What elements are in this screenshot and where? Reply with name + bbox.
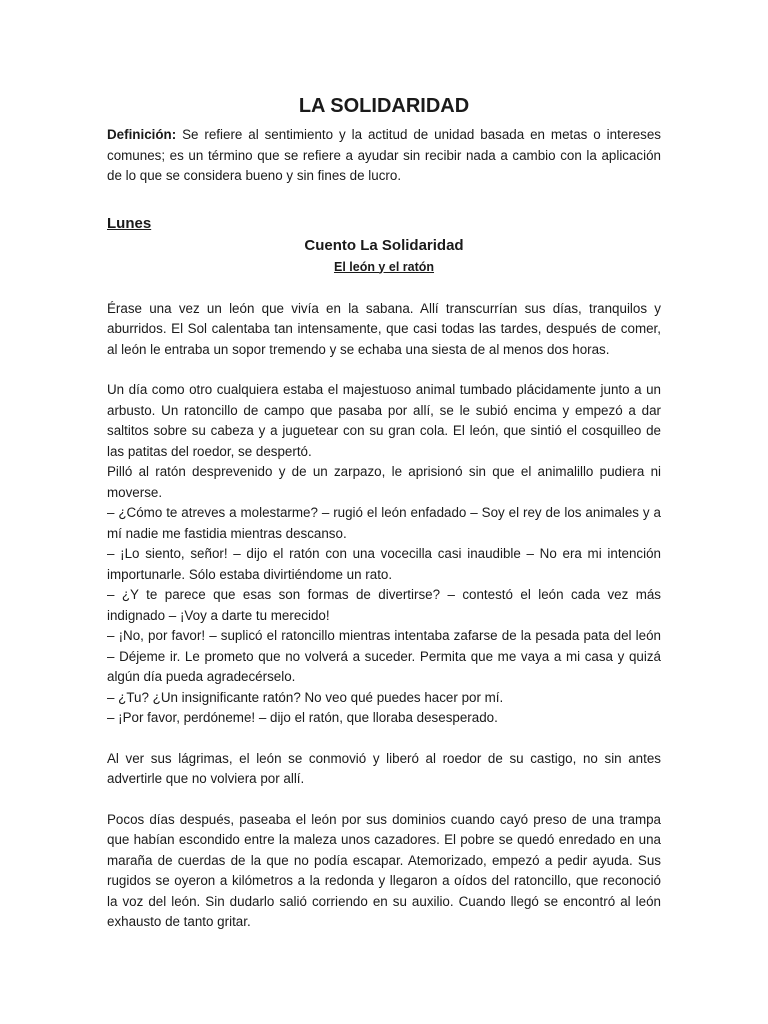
story-paragraph: Un día como otro cualquiera estaba el majestuoso animal tumbado plácidamente junto a un arbusto. Un ratoncillo de campo que pasaba por allí, se le subió encima y empezó a dar saltitos sobre su cabeza y a juguetear con su gran cola. El león, que sintió el cosquilleo de las patitas del roedor, se despertó. [107,382,661,459]
dialogue-line: – ¡Por favor, perdóneme! – dijo el ratón, que lloraba desesperado. [107,710,498,725]
day-heading: Lunes [107,214,152,232]
story-paragraph: Érase una vez un león que vivía en la sabana. Allí transcurrían sus días, tranquilos y aburridos. El Sol calentaba tan intensamente, que casi todas las tardes, después de comer, al león le entraba un sopor tremendo y se echaba una siesta de al menos dos horas. [107,300,661,357]
dialogue-line: – ¿Tu? ¿Un insignificante ratón? No veo qué puedes hacer por mí. [107,689,504,705]
dialogue-line: – ¡Lo siento, señor! – dijo el ratón con una vocecilla casi inaudible – No era mi intención importunarle. Sólo estaba divirtiéndome un rato. [107,546,661,582]
story-paragraph: Pilló al ratón desprevenido y de un zarpazo, le aprisionó sin que el animalillo pudiera ni moverse. [107,464,661,500]
dialogue-line: – ¿Cómo te atreves a molestarme? – rugió el león enfadado – Soy el rey de los animales y a mí nadie me fastidia mientras descanso. [107,505,661,541]
story-paragraph: Pocos días después, paseaba el león por sus dominios cuando cayó preso de una trampa que habían escondido entre la maleza unos cazadores. El pobre se quedó enredado en una maraña de cuerdas de la que no podía escapar. Atemorizado, empezó a pedir ayuda. Sus rugidos se oyeron a kilómetros a la redonda y llegaron a oídos del ratoncillo, que reconoció la voz del león. Sin dudarlo salió corriendo en su auxilio. Cuando llegó se encontró al león exhausto de tanto gritar. [107,811,661,929]
definition-text: Se refiere al sentimiento y la actitud de unidad basada en metas o intereses comunes; es un término que se refiere a ayudar sin recibir nada a cambio con la aplicación de lo que se considera bueno y sin fines de lucro. [107,127,661,183]
story-title: Cuento La Solidaridad [304,236,464,254]
dialogue-line: – ¡No, por favor! – suplicó el ratoncillo mientras intentaba zafarse de la pesada pata del león – Déjeme ir. Le prometo que no volverá a suceder. Permita que me vaya a mi casa y quizá algún día pueda agradecérselo. [107,628,661,684]
story-subtitle: El león y el ratón [333,259,435,274]
definition-label: Definición: [107,127,177,142]
definition-paragraph [107,125,661,187]
document-title: LA SOLIDARIDAD [298,95,470,117]
dialogue-line: – ¿Y te parece que esas son formas de divertirse? – contestó el león cada vez más indignado – ¡Voy a darte tu merecido! [107,587,661,623]
story-paragraph: Al ver sus lágrimas, el león se conmovió y liberó al roedor de su castigo, no sin antes advertirle que no volviera por allí. [107,750,661,786]
